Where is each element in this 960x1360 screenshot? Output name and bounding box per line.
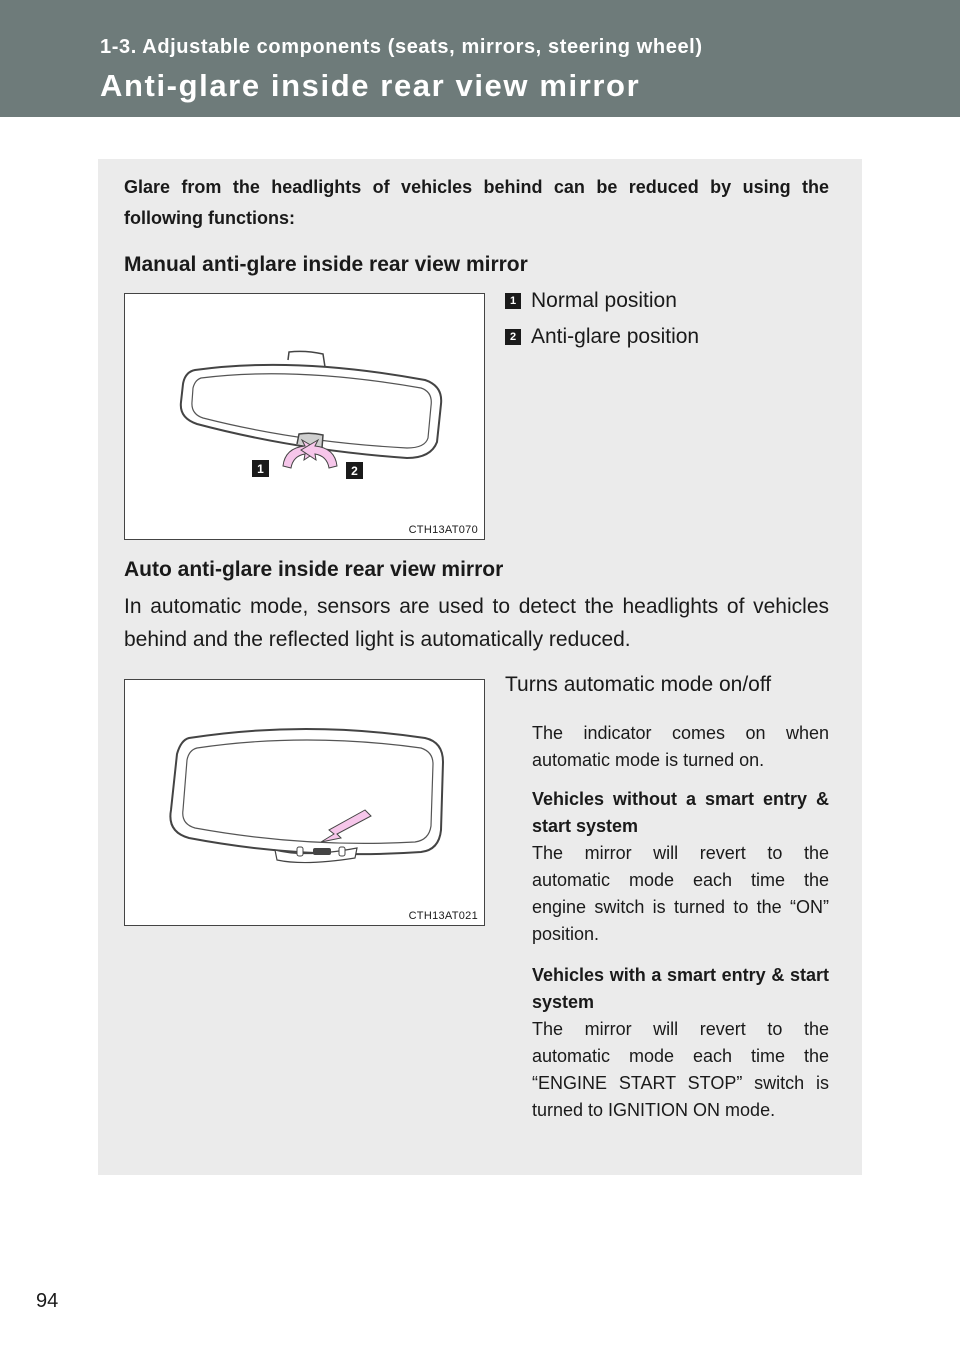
legend-item-normal: [505, 289, 677, 313]
legend-item-anti-glare: [505, 325, 699, 349]
intro-text: Glare from the headlights of vehicles behind can be reduced by using the following functions:: [124, 177, 829, 228]
callout-2-label: 2: [351, 464, 358, 478]
auto-mirror-illustration: [125, 680, 486, 927]
manual-heading: Manual anti-glare inside rear view mirror: [124, 253, 528, 276]
section-title: 1-3. Adjustable components (seats, mirrors, steering wheel): [100, 36, 703, 58]
manual-mirror-figure: [124, 293, 485, 540]
legend-number-badge: 1: [505, 293, 521, 309]
sensor-icon: [297, 847, 303, 856]
legend-label: Normal position: [531, 289, 677, 312]
with-smart-note: [532, 962, 829, 1124]
legend-number-badge: 2: [505, 329, 521, 345]
manual-mirror-illustration: [125, 294, 486, 541]
auto-heading: Auto anti-glare inside rear view mirror: [124, 558, 504, 581]
without-smart-text: The mirror will revert to the automatic mode each time the engine switch is turned to the “ON” position.: [532, 843, 829, 944]
without-smart-note: [532, 786, 829, 948]
indicator-icon: [339, 847, 345, 856]
auto-description: In automatic mode, sensors are used to detect the headlights of vehicles behind and the reflected light is automatically reduced.: [124, 595, 829, 651]
indicator-note: The indicator comes on when automatic mode is turned on.: [532, 723, 829, 770]
legend-label: Anti-glare position: [531, 325, 700, 348]
with-smart-text: The mirror will revert to the automatic mode each time the “ENGINE START STOP” switch is turned to IGNITION ON mode.: [532, 1019, 829, 1120]
figure-code: CTH13AT070: [408, 524, 478, 536]
auto-mirror-figure: [124, 679, 485, 926]
page-number: 94: [36, 1290, 59, 1312]
auto-button-label: Turns automatic mode on/off: [505, 673, 772, 696]
without-smart-title: Vehicles without a smart entry & start system: [532, 789, 829, 836]
page-title: Anti-glare inside rear view mirror: [100, 68, 641, 103]
auto-button: [313, 848, 331, 855]
callout-1-label: 1: [257, 462, 264, 476]
figure-code: CTH13AT021: [408, 910, 478, 922]
page-header: [0, 0, 960, 117]
with-smart-title: Vehicles with a smart entry & start system: [532, 965, 829, 1012]
